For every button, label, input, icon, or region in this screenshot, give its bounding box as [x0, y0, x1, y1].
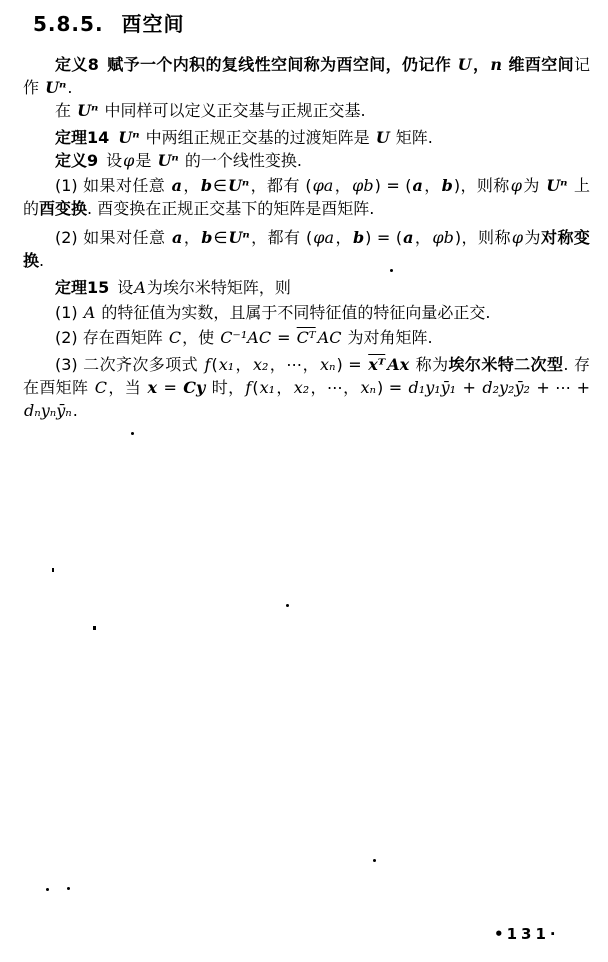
text-run: f: [245, 378, 252, 397]
text-run: φa: [313, 228, 335, 247]
text-run: d₁y₁ȳ₁: [408, 378, 457, 397]
text-run: b: [201, 228, 213, 247]
text-run: 为: [522, 176, 546, 195]
paragraph-theorem-15: [23, 276, 590, 299]
footer-left-dot: •: [494, 925, 507, 943]
text-run: =: [158, 378, 183, 397]
scan-speck: [131, 432, 134, 435]
text-run: x₁: [218, 355, 235, 374]
text-run: 定理15: [55, 278, 110, 297]
text-run: a: [171, 176, 183, 195]
text-run: AC: [317, 328, 342, 347]
text-run: b: [352, 228, 365, 247]
paragraph-item-3-hermitian-form: [23, 353, 590, 422]
text-run: ，: [414, 228, 432, 247]
text-run: .: [67, 78, 73, 97]
text-run: a: [412, 176, 423, 195]
text-run: .: [72, 401, 78, 420]
text-run: (1): [55, 303, 83, 322]
text-run: d₂y₂ȳ₂: [482, 378, 530, 397]
text-run: 中同样可以定义正交基与正规正交基.: [99, 101, 366, 120]
text-run: ，: [276, 378, 293, 397]
text-run: n: [490, 55, 502, 74]
text-run: Uⁿ: [118, 128, 140, 147]
text-run: 为对角矩阵.: [342, 328, 433, 347]
scan-speck: [46, 888, 49, 891]
scan-speck: [286, 604, 289, 607]
text-run: b: [441, 176, 453, 195]
section-number: 5.8.5.: [33, 12, 104, 36]
text-run: 赋予一个内积的复线性空间称为酉空间，仍记作: [106, 55, 452, 74]
text-run: 为埃尔米特矩阵，则: [146, 278, 291, 297]
text-run: 矩阵.: [390, 128, 433, 147]
text-run: ) = (: [365, 228, 403, 247]
text-run: ，: [472, 55, 490, 74]
text-run: 记作: [23, 55, 590, 97]
text-run: ，: [334, 176, 352, 195]
text-run: 时，: [206, 378, 245, 397]
page-number: 131: [506, 925, 550, 943]
text-run: f: [204, 355, 211, 374]
text-run: A: [83, 303, 96, 322]
scan-speck: [93, 626, 96, 630]
text-run: 设: [98, 151, 123, 170]
text-run: $\overline{Cᵀ}$: [296, 328, 316, 347]
text-run: A: [134, 278, 146, 297]
scan-speck: [52, 568, 54, 572]
page-footer: [494, 925, 559, 943]
text-run: ，⋯，: [269, 355, 320, 374]
text-run: ，都有 (: [250, 228, 313, 247]
text-run: ，使: [182, 328, 220, 347]
body-text: [23, 53, 590, 422]
text-run: 设: [109, 278, 134, 297]
text-run: φ: [510, 176, 522, 195]
text-run: C: [168, 328, 182, 347]
text-run: ，当: [108, 378, 147, 397]
text-run: dₙyₙȳₙ: [24, 401, 72, 420]
text-run: (: [252, 378, 259, 397]
text-run: ∈: [213, 228, 228, 247]
text-run: ，: [335, 228, 352, 247]
text-run: x₁: [259, 378, 276, 397]
text-run: 定义8: [55, 55, 99, 74]
text-run: x₂: [293, 378, 310, 397]
text-run: 维酉空间: [508, 55, 574, 74]
text-run: . 存在酉矩阵: [23, 355, 590, 397]
text-run: +: [457, 378, 482, 397]
text-run: )，则称: [453, 176, 510, 195]
text-run: (: [211, 355, 218, 374]
scan-speck: [390, 269, 393, 272]
paragraph-item-1-eigenvalues: [23, 301, 590, 324]
paragraph-definition-9: [23, 149, 590, 172]
text-run: Uⁿ: [77, 101, 99, 120]
text-run: 在: [55, 101, 77, 120]
text-run: C⁻¹AC: [220, 328, 272, 347]
text-run: =: [272, 328, 296, 347]
paragraph-definition-8: [23, 53, 590, 99]
text-run: xₙ: [360, 378, 377, 397]
text-run: ) =: [336, 355, 368, 374]
text-run: 是: [135, 151, 157, 170]
text-run: Uⁿ: [546, 176, 568, 195]
text-run: xₙ: [320, 355, 336, 374]
text-run: .: [39, 251, 45, 270]
text-run: φb: [432, 228, 454, 247]
paragraph-theorem-14: [23, 126, 590, 149]
text-run: φa: [312, 176, 334, 195]
text-run: )，则称: [454, 228, 511, 247]
text-run: (1) 如果对任意: [55, 176, 171, 195]
paragraph-item-2-symmetric-map: [23, 226, 590, 272]
text-run: Uⁿ: [228, 228, 250, 247]
text-run: ，都有 (: [250, 176, 312, 195]
text-run: (3) 二次齐次多项式: [55, 355, 204, 374]
text-run: $\overline{xᵀ}$: [368, 355, 386, 374]
text-run: x: [147, 378, 158, 397]
text-run: φb: [352, 176, 374, 195]
text-run: a: [403, 228, 414, 247]
text-run: Ax: [387, 355, 410, 374]
text-run: φ: [123, 151, 135, 170]
text-run: 埃尔米特二次型: [448, 355, 564, 374]
text-run: [451, 55, 456, 74]
text-run: b: [200, 176, 213, 195]
text-run: x₂: [252, 355, 269, 374]
section-heading: [0, 0, 608, 37]
text-run: φ: [511, 228, 524, 247]
text-run: ，: [235, 355, 252, 374]
text-run: Uⁿ: [45, 78, 67, 97]
text-run: ∈: [213, 176, 227, 195]
text-run: 的一个线性变换.: [179, 151, 302, 170]
text-run: 酉变换: [39, 199, 88, 218]
text-run: (2) 如果对任意: [55, 228, 172, 247]
text-run: [99, 55, 107, 74]
text-run: 为: [524, 228, 542, 247]
text-run: Cy: [183, 378, 206, 397]
text-run: + ⋯ +: [530, 378, 591, 397]
text-run: ，⋯，: [310, 378, 360, 397]
text-run: 上的: [23, 176, 590, 218]
scan-speck: [67, 887, 70, 890]
text-run: a: [172, 228, 183, 247]
paragraph-item-2-diagonalization: [23, 326, 590, 349]
text-run: 称为: [410, 355, 449, 374]
text-run: U: [375, 128, 390, 147]
text-run: (2) 存在酉矩阵: [55, 328, 168, 347]
text-run: ，: [183, 228, 201, 247]
text-run: . 酉变换在正规正交基下的矩阵是酉矩阵.: [87, 199, 375, 218]
text-run: 中两组正规正交基的过渡矩阵是: [140, 128, 375, 147]
paragraph-orthonormal-bases: [23, 99, 590, 122]
footer-right-dot: ·: [549, 925, 559, 943]
text-run: Uⁿ: [227, 176, 250, 195]
section-title: 酉空间: [121, 12, 185, 36]
scan-speck: [373, 859, 376, 862]
text-run: ，: [183, 176, 200, 195]
text-run: 定义9: [55, 151, 99, 170]
text-run: 的特征值为实数，且属于不同特征值的特征向量必正交.: [96, 303, 491, 322]
text-run: 定理14: [55, 128, 110, 147]
text-run: C: [94, 378, 108, 397]
text-run: ) =: [377, 378, 408, 397]
text-run: U: [457, 55, 472, 74]
paragraph-item-1-unitary-map: [23, 174, 590, 220]
text-run: 对称变换: [23, 228, 590, 270]
text-run: ) = (: [374, 176, 412, 195]
text-run: ，: [423, 176, 441, 195]
text-run: Uⁿ: [157, 151, 179, 170]
